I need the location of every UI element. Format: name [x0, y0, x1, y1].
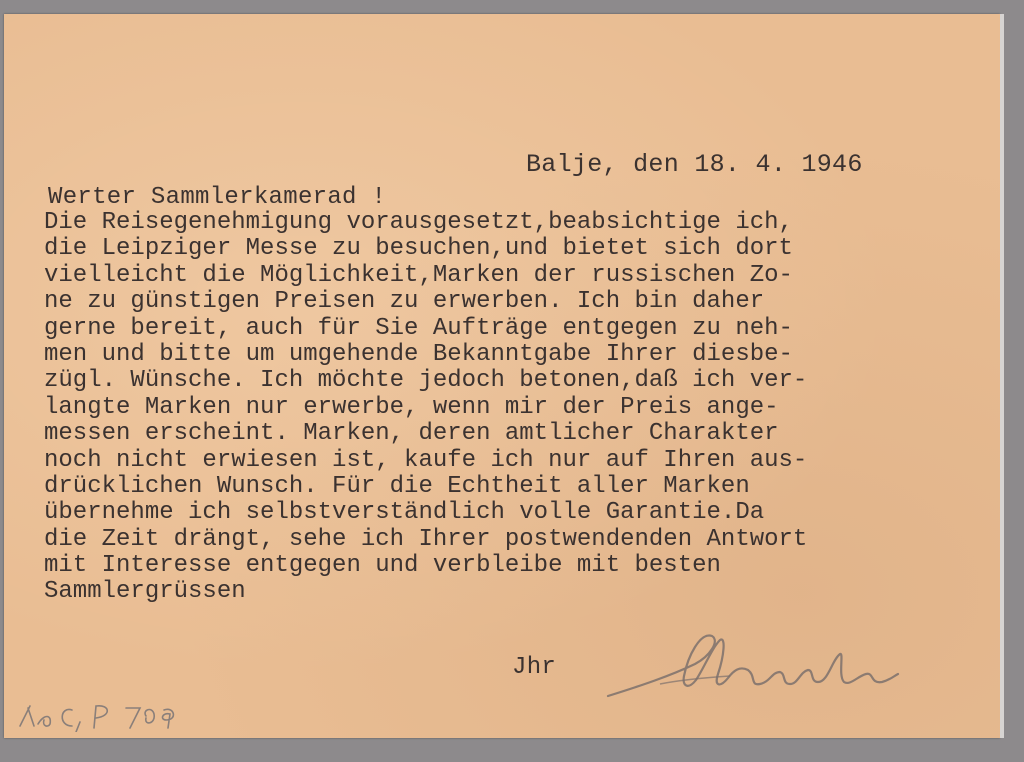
body-line: die Leipziger Messe zu besuchen,und bietet sich dort — [44, 235, 793, 263]
body-line: gerne bereit, auch für Sie Aufträge entgegen zu neh- — [44, 314, 793, 342]
body-line: Sammlergrüssen — [44, 578, 246, 606]
body-line: die Zeit drängt, sehe ich Ihrer postwendenden Antwort — [44, 525, 808, 553]
body-line: Die Reisegenehmigung vorausgesetzt,beabsichtige ich, — [44, 209, 793, 236]
letter-body — [44, 210, 807, 606]
pencil-annotation — [14, 696, 184, 732]
body-line: messen erscheint. Marken, deren amtlicher Charakter — [44, 420, 779, 448]
closing: Jhr — [512, 654, 557, 681]
body-line: mit Interesse entgegen und verbleibe mit besten — [44, 552, 721, 580]
body-line: men und bitte um umgehende Bekanntgabe Ihrer diesbe- — [44, 340, 793, 368]
body-line: zügl. Wünsche. Ich möchte jedoch betonen,daß ich ver- — [44, 367, 808, 395]
date-line: Balje, den 18. 4. 1946 — [526, 150, 863, 179]
body-line: ne zu günstigen Preisen zu erwerben. Ich bin daher — [44, 288, 765, 316]
body-line: langte Marken nur erwerbe, wenn mir der Preis ange- — [44, 393, 779, 421]
handwritten-signature — [600, 626, 900, 706]
body-line: übernehme ich selbstverständlich volle Garantie.Da — [44, 499, 765, 527]
postcard-edge — [1000, 14, 1004, 738]
body-line: vielleicht die Möglichkeit,Marken der russischen Zo- — [44, 261, 793, 289]
body-line: noch nicht erwiesen ist, kaufe ich nur auf Ihren aus- — [44, 446, 808, 474]
salutation: Werter Sammlerkamerad ! — [48, 184, 387, 211]
body-line: drücklichen Wunsch. Für die Echtheit aller Marken — [44, 472, 750, 500]
